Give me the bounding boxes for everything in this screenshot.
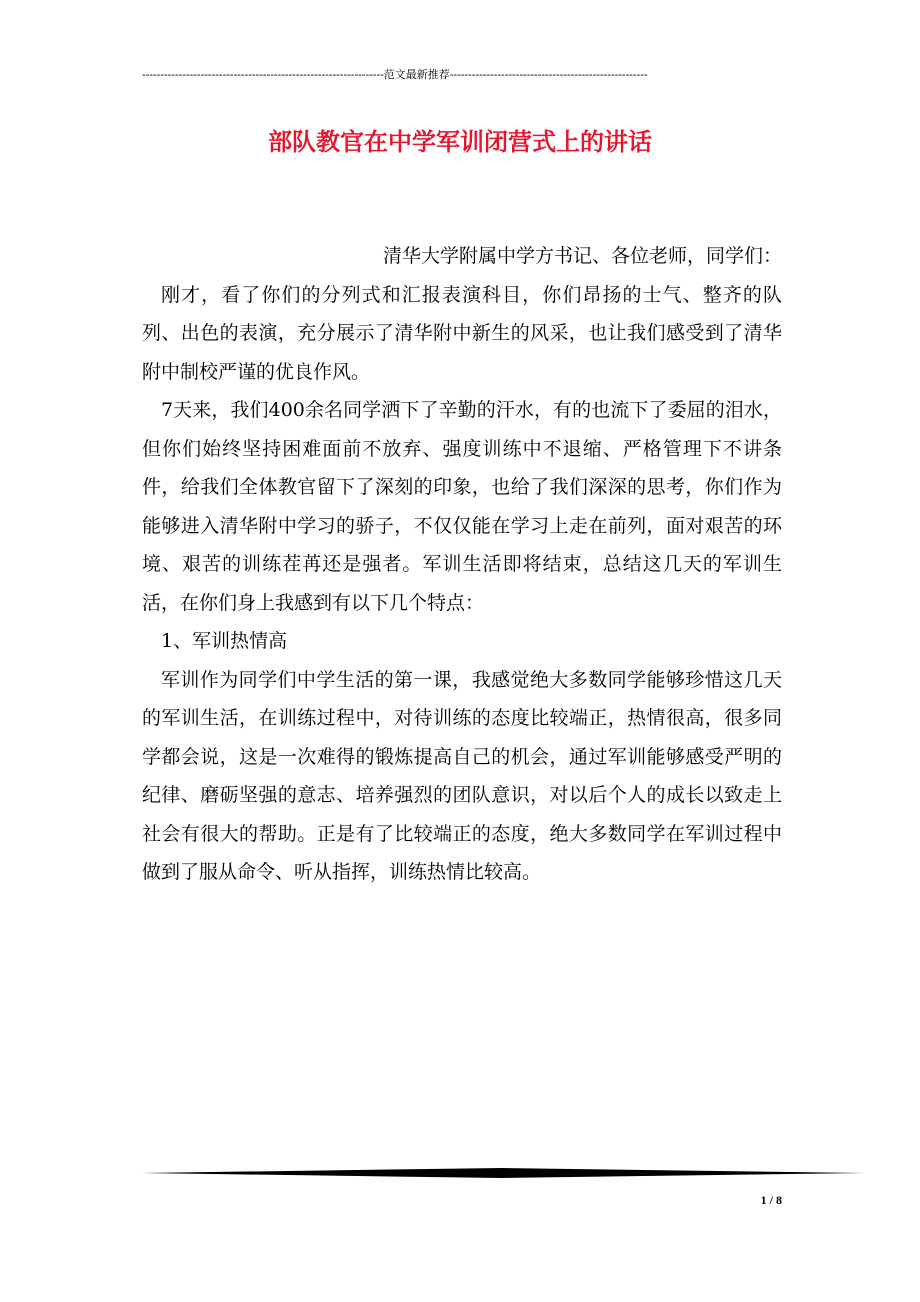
document-body xyxy=(142,237,782,892)
paragraph-1: 刚才，看了你们的分列式和汇报表演科目，你们昂扬的士气、整齐的队列、出色的表演，充分展示了清华附中新生的风采，也让我们感受到了清华附中制校严谨的优良作风。 xyxy=(142,283,782,383)
paragraph-2: 7天来，我们400余名同学洒下了辛勤的汗水，有的也流下了委屈的泪水，但你们始终坚持困难面前不放弃、强度训练中不退缩、严格管理下不讲条件，给我们全体教官留下了深刻的印象，也给了我们深深的思考，你们作为能够进入清华附中学习的骄子，不仅仅能在学习上走在前列，面对艰苦的环境、艰苦的训练茬苒还是强者。军训生活即将结束，总结这几天的军训生活，在你们身上我感到有以下几个特点： xyxy=(142,399,782,614)
page-title: 部队教官在中学军训闭营式上的讲话 xyxy=(268,127,652,156)
paragraph-3: 军训作为同学们中学生活的第一课，我感觉绝大多数同学能够珍惜这几天的军训生活，在训练过程中，对待训练的态度比较端正，热情很高，很多同学都会说，这是一次难得的锻炼提高自己的机会，通过军训能够感受严明的纪律、磨砺坚强的意志、培养强烈的团队意识，对以后个人的成长以致走上社会有很大的帮助。正是有了比较端正的态度，绝大多数同学在军训过程中做到了服从命令、听从指挥，训练热情比较高。 xyxy=(142,668,782,883)
header-banner: ------------------------------------------------------------------范文最新推荐------------------------------------------------------ xyxy=(142,69,648,81)
section-heading: 1、军训热情高 xyxy=(161,630,288,652)
page-number: 1 / 8 xyxy=(760,1193,782,1207)
footer-divider xyxy=(142,1166,864,1180)
salutation: 清华大学附属中学方书记、各位老师，同学们： xyxy=(382,245,782,267)
